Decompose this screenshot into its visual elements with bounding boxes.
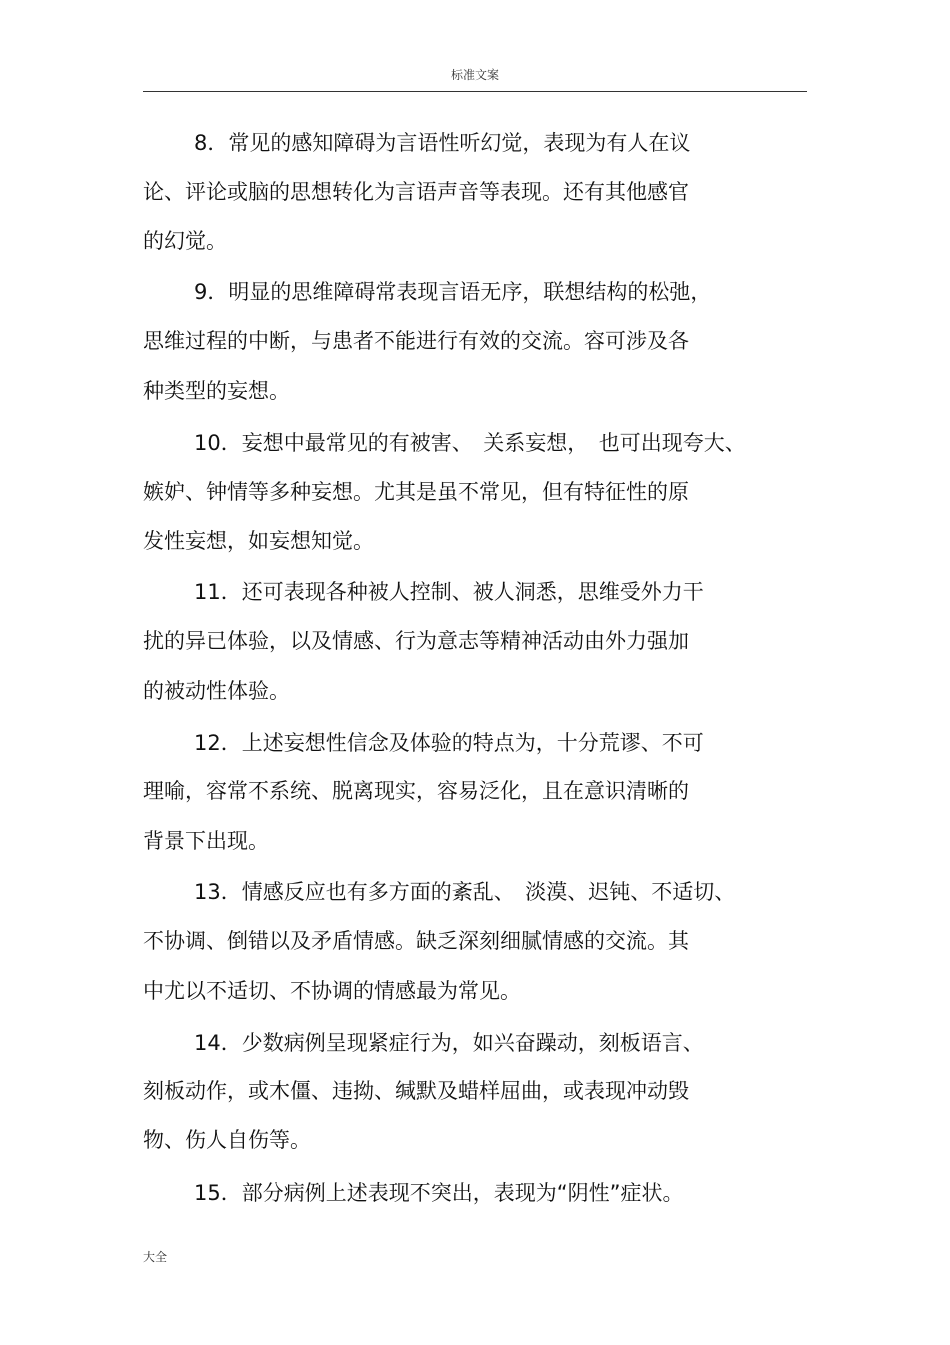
paragraph-8-line-1: 8．常见的感知障碍为言语性听幻觉，表现为有人在议 [194, 131, 691, 155]
paragraph-15-line-1: 15．部分病例上述表现不突出，表现为“阴性”症状。 [194, 1181, 684, 1205]
paragraph-9-line-1: 9．明显的思维障碍常表现言语无序，联想结构的松弛， [194, 280, 712, 304]
paragraph-13-line-3: 中尤以不适切、不协调的情感最为常见。 [143, 979, 521, 1003]
paragraph-11-line-2: 扰的异已体验，以及情感、行为意志等精神活动由外力强加 [143, 629, 689, 653]
paragraph-14-line-1: 14．少数病例呈现紧症行为，如兴奋躁动，刻板语言、 [194, 1031, 704, 1055]
paragraph-8-line-3: 的幻觉。 [143, 229, 227, 253]
paragraph-11-line-3: 的被动性体验。 [143, 679, 290, 703]
paragraph-13-line-2: 不协调、倒错以及矛盾情感。缺乏深刻细腻情感的交流。其 [143, 929, 689, 953]
paragraph-12-line-2: 理喻，容常不系统、脱离现实，容易泛化，且在意识清晰的 [143, 779, 689, 803]
paragraph-12-line-1: 12．上述妄想性信念及体验的特点为，十分荒谬、不可 [194, 731, 704, 755]
paragraph-11-line-1: 11．还可表现各种被人控制、被人洞悉，思维受外力干 [194, 580, 704, 604]
paragraph-14-line-3: 物、伤人自伤等。 [143, 1128, 311, 1152]
paragraph-9-line-2: 思维过程的中断，与患者不能进行有效的交流。容可涉及各 [143, 329, 689, 353]
paragraph-12-line-3: 背景下出现。 [143, 829, 269, 853]
paragraph-8-line-2: 论、评论或脑的思想转化为言语声音等表现。还有其他感官 [143, 180, 689, 204]
paragraph-10-line-2: 嫉妒、钟情等多种妄想。尤其是虽不常见，但有特征性的原 [143, 480, 689, 504]
paragraph-13-line-1: 13．情感反应也有多方面的紊乱、 淡漠、迟钝、不适切、 [194, 880, 736, 904]
page-footer-text: 大全 [143, 1250, 168, 1264]
header-divider [143, 91, 807, 92]
paragraph-9-line-3: 种类型的妄想。 [143, 379, 290, 403]
page-header-title: 标准文案 [450, 68, 499, 82]
paragraph-10-line-3: 发性妄想，如妄想知觉。 [143, 529, 374, 553]
paragraph-10-line-1: 10．妄想中最常见的有被害、 关系妄想， 也可出现夸大、 [194, 431, 746, 455]
paragraph-14-line-2: 刻板动作，或木僵、违拗、缄默及蜡样屈曲，或表现冲动毁 [143, 1079, 689, 1103]
